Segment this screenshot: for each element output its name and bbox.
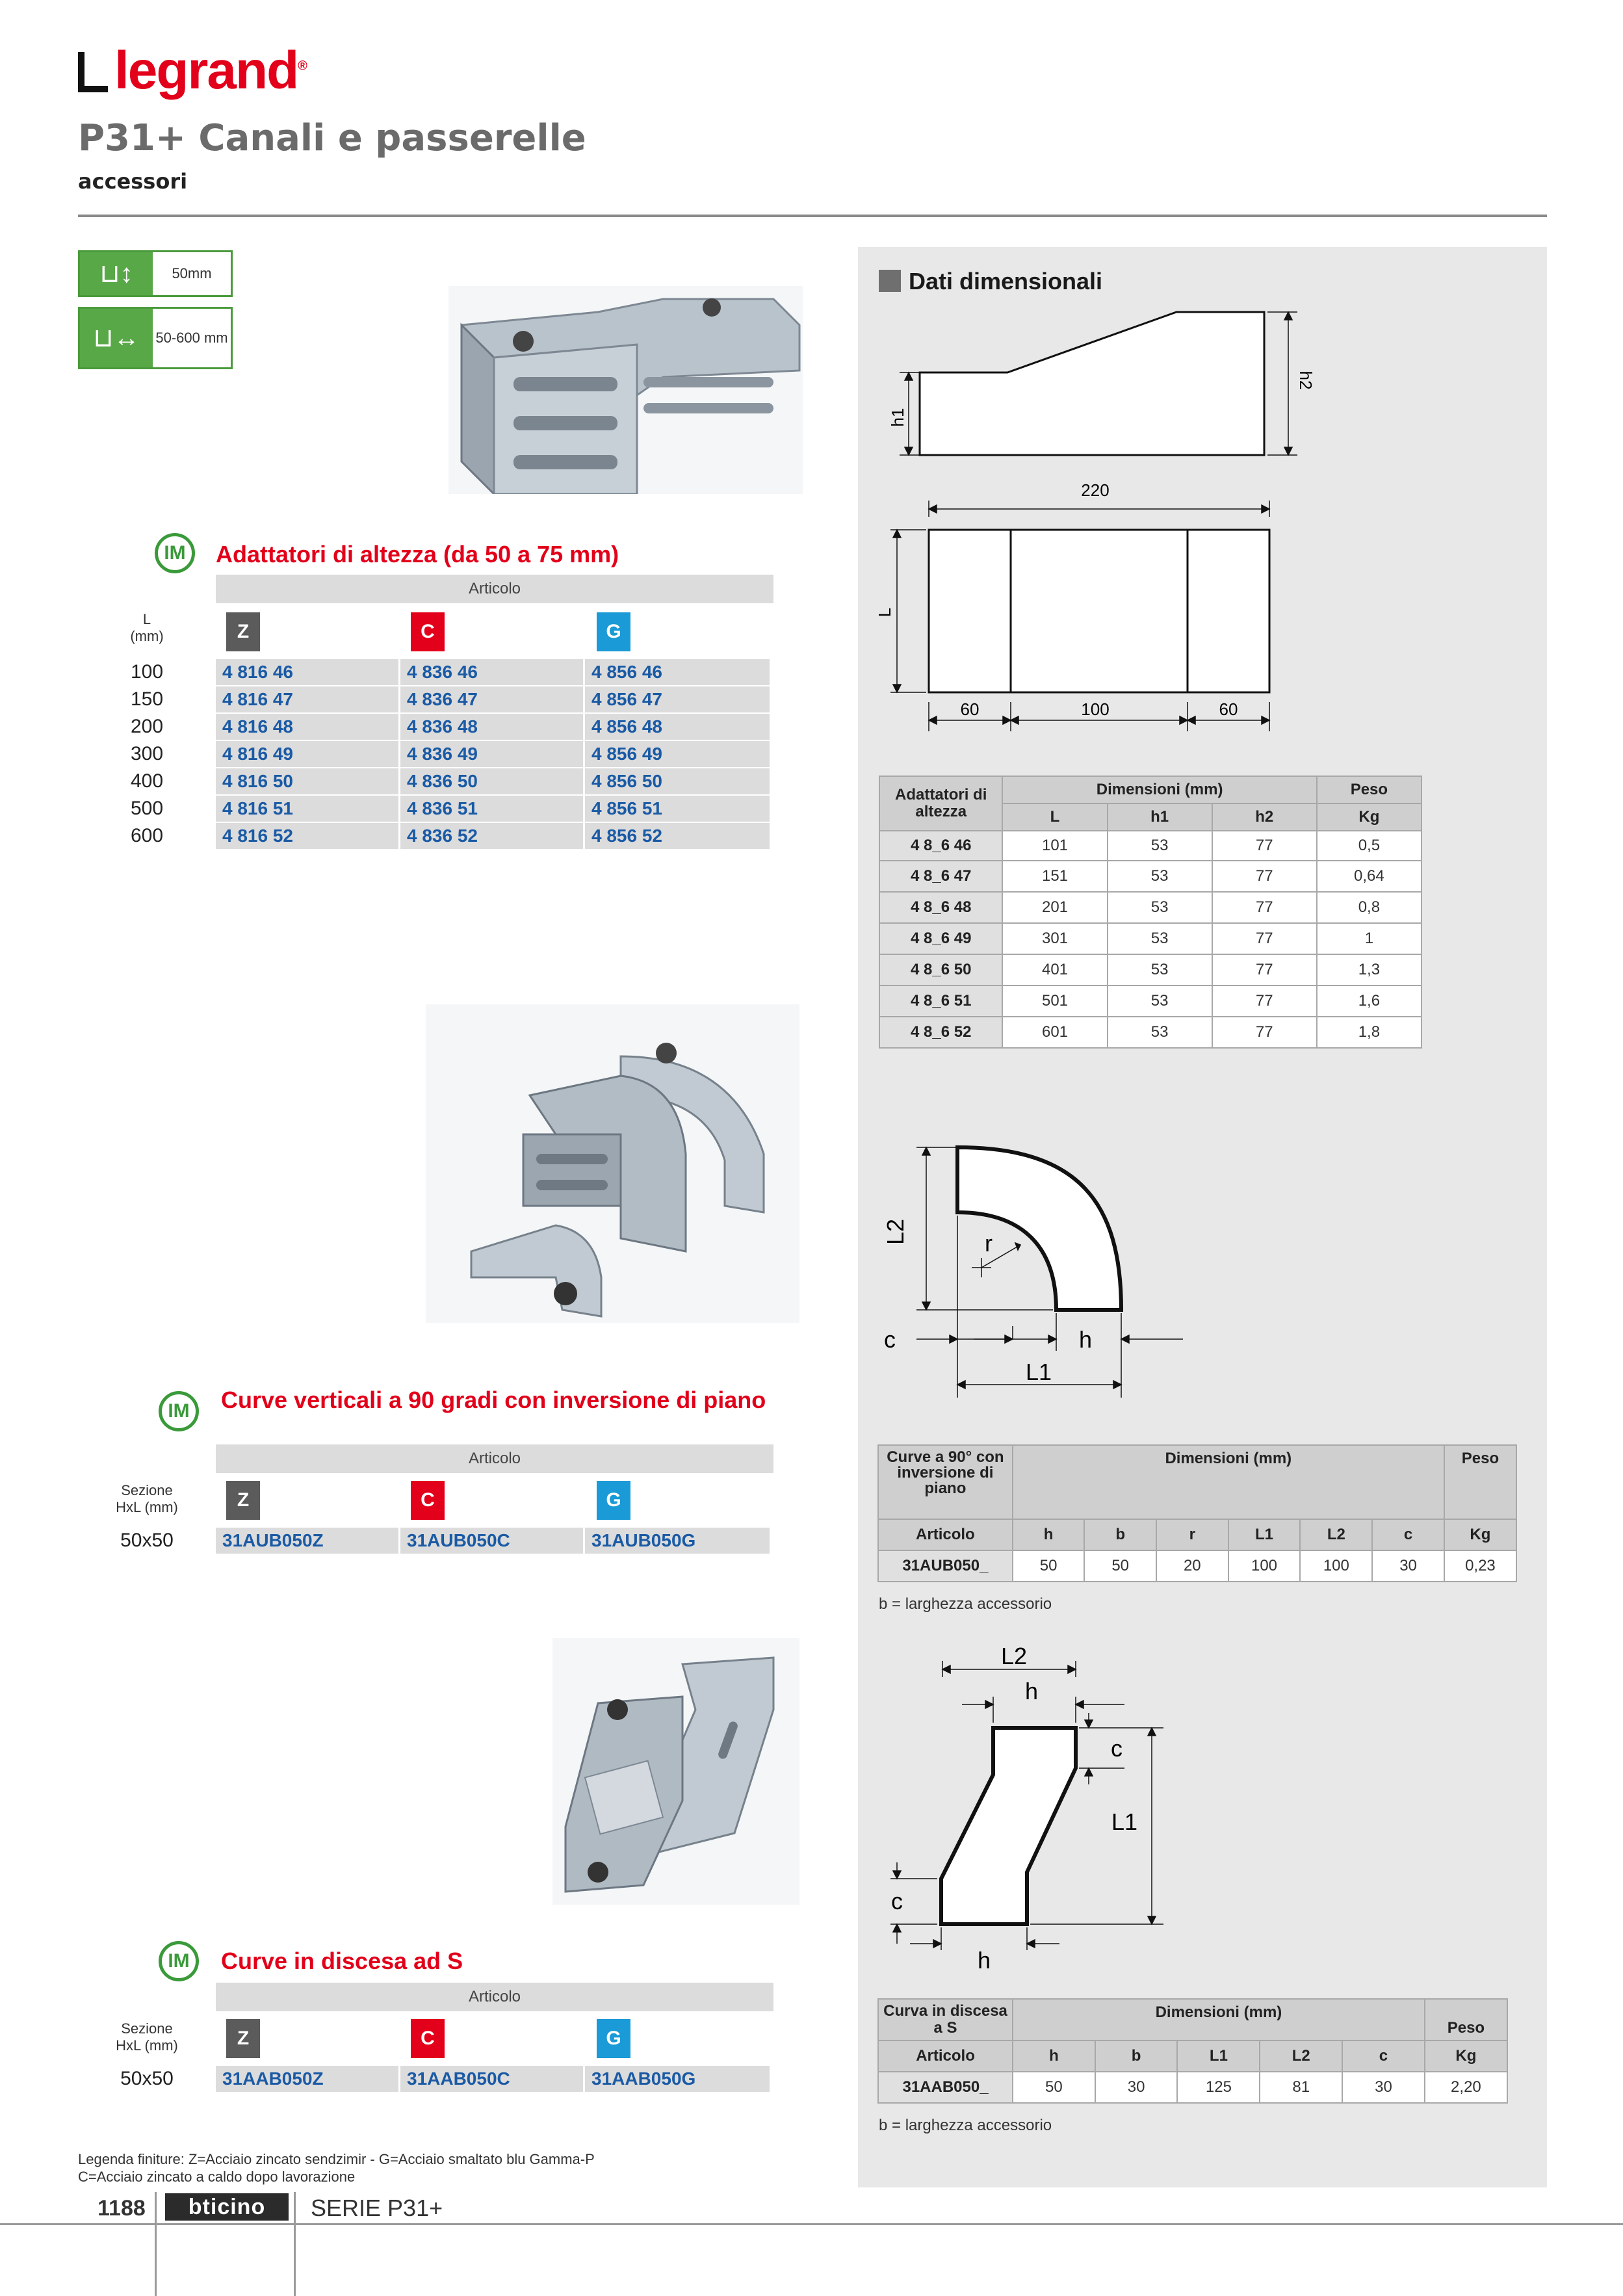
value-cell: 30 <box>1095 2072 1178 2103</box>
code-z: 4 816 51 <box>216 796 400 822</box>
value-cell: 0,64 <box>1317 861 1422 892</box>
height-arrows-icon: ⊔↕ <box>80 252 153 295</box>
height-badge-text: 50mm <box>172 265 212 281</box>
finish-z-icon: Z <box>226 1481 260 1520</box>
col-L: L <box>1002 803 1107 831</box>
value-cell: 53 <box>1108 831 1212 861</box>
code-c: 31AAB050C <box>400 2066 585 2092</box>
scurve-dimension-table <box>877 1998 1508 2104</box>
page-title: P31+ Canali e passerelle <box>78 117 586 159</box>
value-cell: 77 <box>1212 985 1317 1017</box>
height-badge <box>78 250 233 297</box>
value-cell: 1 <box>1317 923 1422 954</box>
col-b: b <box>1095 2041 1178 2072</box>
value-cell: 53 <box>1108 1017 1212 1048</box>
table-row <box>110 768 773 794</box>
footer-separator <box>155 2192 157 2296</box>
table-row <box>110 741 773 767</box>
value-cell: 501 <box>1002 985 1107 1017</box>
code-c: 4 836 51 <box>400 796 585 822</box>
col-c: c <box>1342 2041 1425 2072</box>
value-cell: 53 <box>1108 954 1212 985</box>
article-cell: 31AUB050_ <box>878 1550 1013 1582</box>
col-r: r <box>1156 1519 1228 1550</box>
section1-articolo-bar: Articolo <box>216 575 773 603</box>
legend-line2: C=Acciaio zincato a caldo dopo lavorazione <box>78 2169 356 2185</box>
value-cell: 50 <box>1084 1550 1156 1582</box>
section1-row-label: L <box>142 611 151 627</box>
col-kg: Kg <box>1425 2041 1507 2072</box>
square-bullet-icon <box>879 270 901 292</box>
width-badge-text: 50-600 mm <box>155 330 228 346</box>
value-cell: 77 <box>1212 861 1317 892</box>
section1-title: Adattatori di altezza (da 50 a 75 mm) <box>216 541 619 567</box>
dim-L: L <box>875 607 894 618</box>
row-label: 500 <box>130 798 164 819</box>
code-c: 4 836 46 <box>400 659 585 685</box>
code-g: 31AUB050G <box>591 1530 696 1550</box>
table-corner: Adattatori di altezza <box>879 776 1002 831</box>
article-cell: 4 8_6 48 <box>879 892 1002 923</box>
code-c: 4 836 48 <box>400 714 585 740</box>
table-row <box>110 714 773 740</box>
curve90-dimension-table <box>877 1444 1517 1582</box>
page-subtitle: accessori <box>78 169 188 194</box>
dimension-group-header: Dimensioni (mm) <box>1013 1999 1425 2041</box>
panel-title: Dati dimensionali <box>879 268 1102 295</box>
table-row <box>879 923 1422 954</box>
col-L2: L2 <box>1260 2041 1342 2072</box>
table-corner: Curve a 90° con inversione di piano <box>878 1445 1013 1519</box>
table-corner: Curva in discesa a S <box>878 1999 1013 2041</box>
vertical-curve-photo <box>426 1004 799 1323</box>
dim-seg3: 60 <box>1219 699 1238 719</box>
row-label: 150 <box>130 688 164 710</box>
value-cell: 1,6 <box>1317 985 1422 1017</box>
peso-header: Peso <box>1317 776 1422 803</box>
article-cell: 31AAB050_ <box>878 2072 1013 2103</box>
scurve-note: b = larghezza accessorio <box>879 2117 1052 2134</box>
section3-row-label: Sezione <box>121 2020 173 2037</box>
certification-icon: IM <box>159 1941 199 1981</box>
value-cell: 301 <box>1002 923 1107 954</box>
article-cell: 4 8_6 46 <box>879 831 1002 861</box>
code-g: 4 856 49 <box>591 744 662 764</box>
dim-c-top: c <box>1111 1735 1123 1762</box>
table-row <box>878 2072 1507 2103</box>
article-cell: 4 8_6 47 <box>879 861 1002 892</box>
row-label: 200 <box>130 716 164 737</box>
brand-name: legrand <box>114 41 298 100</box>
row-label: 50x50 <box>120 1530 174 1551</box>
col-h: h <box>1013 1519 1085 1550</box>
value-cell: 81 <box>1260 2072 1342 2103</box>
code-g: 4 856 46 <box>591 662 662 682</box>
section1-row-unit: (mm) <box>130 628 164 644</box>
finish-g-icon: G <box>597 612 630 651</box>
col-h: h <box>1013 2041 1095 2072</box>
dimension-group-header: Dimensioni (mm) <box>1013 1445 1444 1519</box>
value-cell: 30 <box>1372 1550 1444 1582</box>
finish-g-icon: G <box>597 1481 630 1520</box>
dim-L2: L2 <box>1000 1645 1028 1669</box>
value-cell: 30 <box>1342 2072 1425 2103</box>
legrand-mark-icon <box>78 52 108 92</box>
dim-L2: L2 <box>882 1218 909 1246</box>
code-z: 4 816 48 <box>216 714 400 740</box>
row-label: 600 <box>130 825 164 846</box>
series-label: SERIE P31+ <box>311 2195 443 2221</box>
code-g: 4 856 52 <box>591 826 662 846</box>
code-z: 4 816 49 <box>216 741 400 767</box>
value-cell: 50 <box>1013 2072 1095 2103</box>
code-z: 4 816 50 <box>216 768 400 794</box>
code-g: 4 856 50 <box>591 771 662 791</box>
code-g: 4 856 51 <box>591 798 662 818</box>
row-label: 50x50 <box>120 2068 174 2089</box>
dim-seg2: 100 <box>1081 699 1110 719</box>
table-row <box>110 796 773 822</box>
code-c: 4 836 52 <box>400 823 585 849</box>
width-badge <box>78 307 233 369</box>
article-cell: 4 8_6 51 <box>879 985 1002 1017</box>
article-cell: 4 8_6 49 <box>879 923 1002 954</box>
scurve-dimension-drawing <box>864 1645 1228 1983</box>
dim-L1: L1 <box>1111 1808 1138 1835</box>
curve90-dimension-drawing <box>864 1131 1228 1404</box>
value-cell: 125 <box>1177 2072 1260 2103</box>
value-cell: 151 <box>1002 861 1107 892</box>
col-h1: h1 <box>1108 803 1212 831</box>
height-adapter-photo <box>448 286 803 494</box>
code-z: 4 816 46 <box>216 659 400 685</box>
value-cell: 0,8 <box>1317 892 1422 923</box>
table-row <box>879 1017 1422 1048</box>
value-cell: 20 <box>1156 1550 1228 1582</box>
finish-c-icon: C <box>411 1481 445 1520</box>
value-cell: 0,23 <box>1444 1550 1516 1582</box>
col-L2: L2 <box>1300 1519 1372 1550</box>
value-cell: 0,5 <box>1317 831 1422 861</box>
table-row <box>879 861 1422 892</box>
table-row <box>879 954 1422 985</box>
legend-line1: Legenda finiture: Z=Acciaio zincato sendzimir - G=Acciaio smaltato blu Gamma-P <box>78 2151 595 2167</box>
page-number: 1188 <box>97 2196 146 2221</box>
section3-title: Curve in discesa ad S <box>221 1948 463 1974</box>
certification-icon: IM <box>155 533 195 573</box>
footer-divider <box>0 2223 1623 2225</box>
section3-articolo-bar: Articolo <box>216 1983 773 2011</box>
finish-g-icon: G <box>597 2019 630 2058</box>
peso-header: Peso <box>1425 1999 1507 2041</box>
code-g: 4 856 48 <box>591 716 662 737</box>
curve90-note: b = larghezza accessorio <box>879 1595 1052 1613</box>
col-b: b <box>1084 1519 1156 1550</box>
header-divider <box>78 215 1547 217</box>
adapter-dimension-drawing <box>858 293 1547 748</box>
finish-c-icon: C <box>411 2019 445 2058</box>
width-arrows-icon: ⊔↔ <box>80 309 153 367</box>
certification-icon: IM <box>159 1391 199 1431</box>
dim-seg1: 60 <box>960 699 980 719</box>
value-cell: 201 <box>1002 892 1107 923</box>
finish-c-icon: C <box>411 612 445 651</box>
row-label: 100 <box>130 661 164 683</box>
section2-row-unit: HxL (mm) <box>116 1499 178 1515</box>
adapter-dimension-table <box>879 776 1422 1049</box>
value-cell: 100 <box>1228 1550 1301 1582</box>
code-c: 4 836 47 <box>400 686 585 712</box>
code-g: 31AAB050G <box>591 2068 696 2089</box>
peso-header: Peso <box>1444 1445 1516 1519</box>
value-cell: 53 <box>1108 985 1212 1017</box>
code-c: 4 836 50 <box>400 768 585 794</box>
dim-h1: h1 <box>888 408 907 427</box>
value-cell: 601 <box>1002 1017 1107 1048</box>
table-row <box>878 1550 1516 1582</box>
table-row <box>879 892 1422 923</box>
dim-total-length: 220 <box>1081 480 1110 500</box>
value-cell: 53 <box>1108 861 1212 892</box>
dimension-group-header: Dimensioni (mm) <box>1002 776 1316 803</box>
col-h2: h2 <box>1212 803 1317 831</box>
value-cell: 53 <box>1108 923 1212 954</box>
col-c: c <box>1372 1519 1444 1550</box>
dim-L1: L1 <box>1025 1359 1052 1385</box>
section1-code-table <box>110 659 773 850</box>
legrand-logo: legrand® <box>78 44 306 98</box>
value-cell: 2,20 <box>1425 2072 1507 2103</box>
table-row <box>110 2066 770 2092</box>
articolo-header: Articolo <box>878 1519 1013 1550</box>
finish-z-icon: Z <box>226 612 260 651</box>
value-cell: 77 <box>1212 831 1317 861</box>
dim-c: c <box>884 1326 896 1353</box>
dim-h-top: h <box>1024 1678 1039 1704</box>
table-row <box>879 831 1422 861</box>
col-kg: Kg <box>1444 1519 1516 1550</box>
section2-articolo-bar: Articolo <box>216 1444 773 1473</box>
article-cell: 4 8_6 50 <box>879 954 1002 985</box>
dim-c-bottom: c <box>891 1888 903 1914</box>
row-label: 400 <box>130 770 164 792</box>
value-cell: 77 <box>1212 954 1317 985</box>
code-z: 4 816 52 <box>216 823 400 849</box>
value-cell: 77 <box>1212 892 1317 923</box>
code-c: 4 836 49 <box>400 741 585 767</box>
dim-h-bottom: h <box>977 1947 991 1974</box>
code-c: 31AUB050C <box>400 1528 585 1554</box>
dim-h2: h2 <box>1296 371 1316 390</box>
col-kg: Kg <box>1317 803 1422 831</box>
row-label: 300 <box>130 743 164 764</box>
value-cell: 1,8 <box>1317 1017 1422 1048</box>
article-cell: 4 8_6 52 <box>879 1017 1002 1048</box>
table-row <box>110 1528 770 1554</box>
value-cell: 101 <box>1002 831 1107 861</box>
articolo-header: Articolo <box>878 2041 1013 2072</box>
value-cell: 77 <box>1212 1017 1317 1048</box>
value-cell: 53 <box>1108 892 1212 923</box>
value-cell: 100 <box>1300 1550 1372 1582</box>
s-curve-photo <box>552 1638 799 1905</box>
value-cell: 401 <box>1002 954 1107 985</box>
value-cell: 50 <box>1013 1550 1085 1582</box>
table-row <box>110 823 773 849</box>
finish-legend <box>78 2150 595 2185</box>
table-row <box>110 686 773 712</box>
footer-separator <box>294 2192 296 2296</box>
col-L1: L1 <box>1177 2041 1260 2072</box>
table-row <box>110 659 773 685</box>
col-L1: L1 <box>1228 1519 1301 1550</box>
value-cell: 77 <box>1212 923 1317 954</box>
section3-row-unit: HxL (mm) <box>116 2037 178 2054</box>
code-g: 4 856 47 <box>591 689 662 709</box>
table-row <box>879 985 1422 1017</box>
section2-title: Curve verticali a 90 gradi con inversione di piano <box>221 1387 766 1413</box>
value-cell: 1,3 <box>1317 954 1422 985</box>
bticino-logo: bticino <box>165 2193 289 2221</box>
code-z: 4 816 47 <box>216 686 400 712</box>
code-z: 31AAB050Z <box>216 2066 400 2092</box>
section2-row-label: Sezione <box>121 1482 173 1498</box>
dim-r: r <box>985 1230 993 1257</box>
finish-z-icon: Z <box>226 2019 260 2058</box>
dim-h: h <box>1079 1326 1093 1353</box>
code-z: 31AUB050Z <box>216 1528 400 1554</box>
